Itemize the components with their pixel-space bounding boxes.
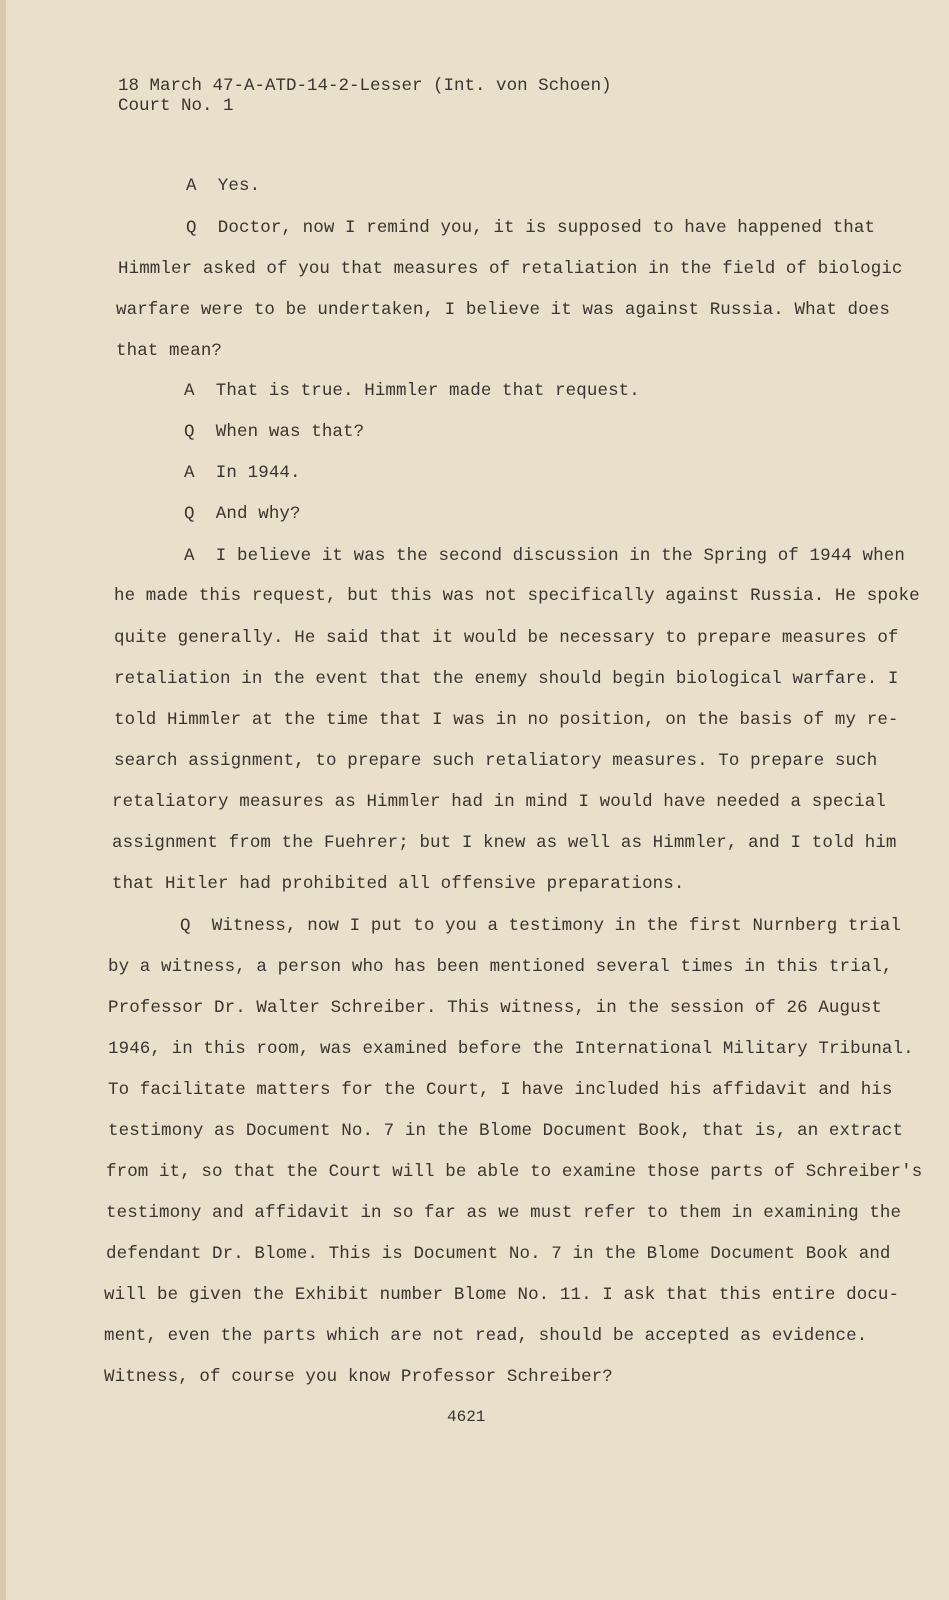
text-line: testimony and affidavit in so far as we must refer to them in examining the: [106, 1203, 902, 1223]
text-line: testimony as Document No. 7 in the Blome Document Book, that is, an extract: [108, 1121, 904, 1141]
header-line-2: Court No. 1: [118, 96, 234, 116]
text-line: To facilitate matters for the Court, I have included his affidavit and his: [108, 1080, 893, 1100]
text-line: that mean?: [116, 341, 223, 361]
text-line: defendant Dr. Blome. This is Document No. 7 in the Blome Document Book and: [106, 1244, 891, 1264]
text-line: Q Doctor, now I remind you, it is supposed to have happened that: [186, 218, 876, 238]
text-line: A In 1944.: [184, 463, 301, 483]
text-line: Professor Dr. Walter Schreiber. This witness, in the session of 26 August: [108, 998, 882, 1018]
text-line: A Yes.: [186, 176, 261, 196]
text-line: from it, so that the Court will be able to examine those parts of Schreiber's: [106, 1162, 923, 1182]
text-line: A I believe it was the second discussion in the Spring of 1944 when: [184, 546, 905, 566]
text-line: quite generally. He said that it would be necessary to prepare measures of: [114, 628, 899, 648]
document-header: [118, 76, 612, 116]
text-line: he made this request, but this was not specifically against Russia. He spoke: [114, 586, 920, 606]
text-line: Q When was that?: [184, 422, 365, 442]
text-line: A That is true. Himmler made that request.: [184, 381, 640, 401]
text-line: ment, even the parts which are not read, should be accepted as evidence.: [104, 1326, 868, 1346]
text-line: retaliatory measures as Himmler had in mind I would have needed a special: [112, 792, 886, 812]
text-line: Q Witness, now I put to you a testimony in the first Nurnberg trial: [180, 916, 901, 936]
text-line: 1946, in this room, was examined before the International Military Tribunal.: [108, 1039, 914, 1059]
text-line: told Himmler at the time that I was in no position, on the basis of my re-: [114, 710, 899, 730]
text-line: retaliation in the event that the enemy should begin biological warfare. I: [114, 669, 899, 689]
page-edge: [0, 0, 6, 1600]
text-line: will be given the Exhibit number Blome No. 11. I ask that this entire docu-: [104, 1285, 900, 1305]
text-line: search assignment, to prepare such retaliatory measures. To prepare such: [114, 751, 878, 771]
header-line-1: 18 March 47-A-ATD-14-2-Lesser (Int. von Schoen): [118, 76, 612, 96]
text-line: Himmler asked of you that measures of retaliation in the field of biologic: [118, 259, 903, 279]
page-number: 4621: [447, 1408, 486, 1426]
text-line: warfare were to be undertaken, I believe it was against Russia. What does: [116, 300, 890, 320]
text-line: by a witness, a person who has been mentioned several times in this trial,: [108, 957, 893, 977]
text-line: assignment from the Fuehrer; but I knew as well as Himmler, and I told him: [112, 833, 897, 853]
text-line: Witness, of course you know Professor Schreiber?: [104, 1367, 613, 1387]
text-line: that Hitler had prohibited all offensive preparations.: [112, 874, 685, 894]
text-line: Q And why?: [184, 504, 301, 524]
